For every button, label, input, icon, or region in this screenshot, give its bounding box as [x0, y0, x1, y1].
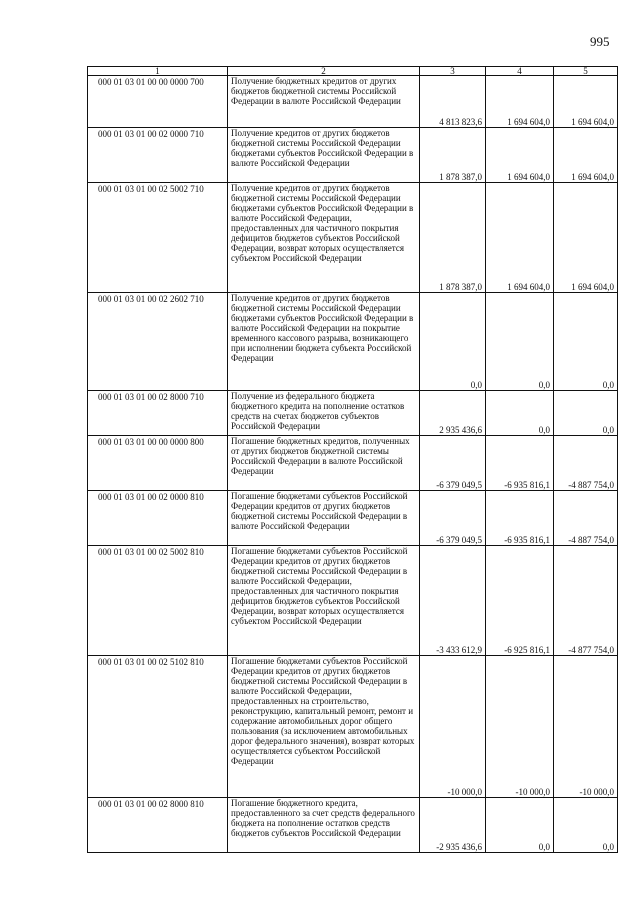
row-value-col4: -6 935 816,1: [486, 436, 554, 491]
row-code: 000 01 03 01 00 02 8000 810: [88, 798, 228, 853]
table-row: [88, 491, 618, 546]
row-code: 000 01 03 01 00 02 2602 710: [88, 293, 228, 391]
row-value-col5: -4 877 754,0: [554, 546, 618, 656]
row-value-col5: -10 000,0: [554, 656, 618, 798]
row-value-col3: -6 379 049,5: [420, 491, 486, 546]
row-value-col3: -3 433 612,9: [420, 546, 486, 656]
row-code: 000 01 03 01 00 00 0000 700: [88, 76, 228, 128]
row-description: Получение из федерального бюджета бюджетного кредита на пополнение остатков средств на счетах бюджетов субъектов Российской Федерации: [228, 391, 420, 436]
row-value-col3: 1 878 387,0: [420, 183, 486, 293]
row-description: Получение кредитов от других бюджетов бюджетной системы Российской Федерации бюджетами субъектов Российской Федерации в валюте Российской Федерации на покрытие временного кассового разрыва, возникающего при исполнении бюджета субъекта Российской Федерации: [228, 293, 420, 391]
column-header-3: 3: [420, 67, 486, 76]
row-code: 000 01 03 01 00 02 5002 710: [88, 183, 228, 293]
row-code: 000 01 03 01 00 02 0000 810: [88, 491, 228, 546]
row-description: Получение кредитов от других бюджетов бюджетной системы Российской Федерации бюджетами субъектов Российской Федерации в валюте Российской Федерации, предоставленных для частичного покрытия дефицитов бюджетов субъектов Российской Федерации, возврат которых осуществляется субъектом Российской Федерации: [228, 183, 420, 293]
row-value-col5: 1 694 604,0: [554, 76, 618, 128]
row-description: Получение кредитов от других бюджетов бюджетной системы Российской Федерации бюджетами субъектов Российской Федерации в валюте Российской Федерации: [228, 128, 420, 183]
row-value-col3: -2 935 436,6: [420, 798, 486, 853]
page-number: 995: [590, 34, 610, 49]
column-header-1: 1: [88, 67, 228, 76]
row-description: Погашение бюджетами субъектов Российской Федерации кредитов от других бюджетов бюджетной системы Российской Федерации в валюте Российской Федерации: [228, 491, 420, 546]
row-value-col5: 0,0: [554, 293, 618, 391]
row-value-col4: 0,0: [486, 293, 554, 391]
row-value-col5: -4 887 754,0: [554, 491, 618, 546]
row-value-col4: 1 694 604,0: [486, 183, 554, 293]
row-value-col5: -4 887 754,0: [554, 436, 618, 491]
table-row: [88, 546, 618, 656]
row-description: Погашение бюджетных кредитов, полученных от других бюджетов бюджетной системы Российской Федерации в валюте Российской Федерации: [228, 436, 420, 491]
table-row: [88, 391, 618, 436]
table-row: [88, 128, 618, 183]
row-value-col3: -6 379 049,5: [420, 436, 486, 491]
row-code: 000 01 03 01 00 02 8000 710: [88, 391, 228, 436]
row-description: Погашение бюджетами субъектов Российской Федерации кредитов от других бюджетов бюджетной системы Российской Федерации в валюте Российской Федерации, предоставленных на строительство, реконструкцию, капитальный ремонт, ремонт и содержание автомобильных дорог общего пользования (за исключением автомобильных дорог федерального значения), возврат которых осуществляется субъектом Российской Федерации: [228, 656, 420, 798]
row-code: 000 01 03 01 00 02 5102 810: [88, 656, 228, 798]
table-row: [88, 76, 618, 128]
row-value-col3: 4 813 823,6: [420, 76, 486, 128]
row-description: Получение бюджетных кредитов от других бюджетов бюджетной системы Российской Федерации в валюте Российской Федерации: [228, 76, 420, 128]
row-value-col4: 1 694 604,0: [486, 76, 554, 128]
row-code: 000 01 03 01 00 02 5002 810: [88, 546, 228, 656]
table-row: [88, 293, 618, 391]
row-value-col5: 0,0: [554, 391, 618, 436]
row-value-col4: 1 694 604,0: [486, 128, 554, 183]
row-value-col3: -10 000,0: [420, 656, 486, 798]
row-value-col5: 0,0: [554, 798, 618, 853]
column-header-2: 2: [228, 67, 420, 76]
row-value-col4: 0,0: [486, 798, 554, 853]
row-value-col5: 1 694 604,0: [554, 183, 618, 293]
row-value-col4: 0,0: [486, 391, 554, 436]
budget-table: [87, 66, 618, 853]
row-description: Погашение бюджетами субъектов Российской Федерации кредитов от других бюджетов бюджетной системы Российской Федерации в валюте Российской Федерации, предоставленных для частичного покрытия дефицитов бюджетов субъектов Российской Федерации, возврат которых осуществляется субъектом Российской Федерации: [228, 546, 420, 656]
column-header-5: 5: [554, 67, 618, 76]
table-row: [88, 436, 618, 491]
row-code: 000 01 03 01 00 02 0000 710: [88, 128, 228, 183]
column-header-4: 4: [486, 67, 554, 76]
row-value-col3: 0,0: [420, 293, 486, 391]
table-header-row: [88, 67, 618, 76]
row-value-col3: 1 878 387,0: [420, 128, 486, 183]
row-value-col4: -10 000,0: [486, 656, 554, 798]
table-row: [88, 183, 618, 293]
row-description: Погашение бюджетного кредита, предоставленного за счет средств федерального бюджета на пополнение остатков средств бюджетов субъектов Российской Федерации: [228, 798, 420, 853]
table-row: [88, 656, 618, 798]
row-value-col4: -6 935 816,1: [486, 491, 554, 546]
row-value-col4: -6 925 816,1: [486, 546, 554, 656]
table-row: [88, 798, 618, 853]
row-value-col3: 2 935 436,6: [420, 391, 486, 436]
row-code: 000 01 03 01 00 00 0000 800: [88, 436, 228, 491]
row-value-col5: 1 694 604,0: [554, 128, 618, 183]
